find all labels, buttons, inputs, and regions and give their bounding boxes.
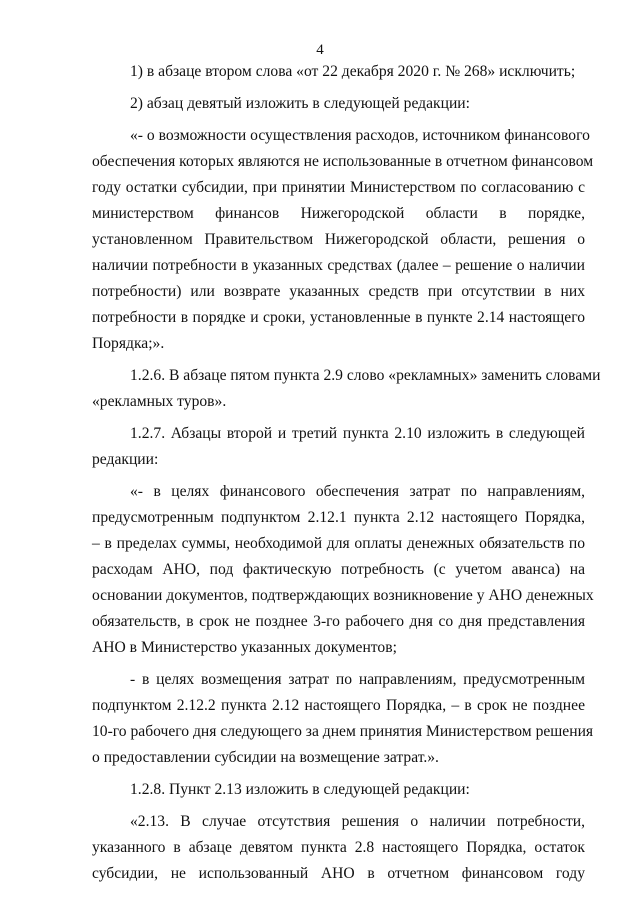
paragraph [92, 777, 585, 803]
text-line: расходам АНО, под фактическую потребность (с учетом аванса) на [92, 561, 585, 578]
text-line: 1.2.8. Пункт 2.13 изложить в следующей редакции: [130, 781, 470, 798]
text-line: установленном Правительством Нижегородской области, решения о [92, 231, 585, 248]
document-body [92, 59, 601, 887]
text-line: АНО в Министерство указанных документов; [92, 639, 397, 656]
paragraph [92, 809, 585, 887]
text-line: предусмотренным подпунктом 2.12.1 пункта 2.12 настоящего Порядка, [92, 509, 585, 526]
text-line: - в целях возмещения затрат по направлениям, предусмотренным [130, 671, 585, 688]
text-line: о предоставлении субсидии на возмещение затрат.». [92, 749, 439, 766]
text-line: основании документов, подтверждающих возникновение у АНО денежных [92, 587, 594, 604]
text-line: обязательств, в срок не позднее 3-го рабочего дня со дня представления [92, 613, 585, 630]
paragraph [92, 667, 594, 771]
text-line: – в пределах суммы, необходимой для оплаты денежных обязательств по [92, 535, 585, 552]
text-line: «рекламных туров». [92, 393, 227, 410]
paragraph [92, 479, 594, 661]
text-line: наличии потребности в указанных средствах (далее – решение о наличии [92, 257, 585, 274]
paragraph [92, 363, 601, 415]
paragraph [92, 123, 594, 357]
text-line: 1.2.6. В абзаце пятом пункта 2.9 слово «рекламных» заменить словами [130, 367, 601, 384]
text-line: 1.2.7. Абзацы второй и третий пункта 2.10 изложить в следующей [130, 425, 585, 442]
page-number: 4 [316, 42, 324, 58]
text-line: обеспечения которых являются не использованные в отчетном финансовом [92, 153, 594, 170]
text-line: «- в целях финансового обеспечения затрат по направлениям, [130, 483, 585, 500]
text-line: 2) абзац девятый изложить в следующей редакции: [130, 95, 470, 112]
text-line: «2.13. В случае отсутствия решения о наличии потребности, [130, 813, 585, 830]
paragraph [92, 91, 585, 117]
text-line: потребности) или возврате указанных средств при отсутствии в них [92, 283, 585, 300]
text-line: «- о возможности осуществления расходов, источником финансового [130, 127, 590, 144]
text-line: министерством финансов Нижегородской области в порядке, [92, 205, 585, 222]
text-line: 10-го рабочего дня следующего за днем принятия Министерством решения [92, 723, 594, 740]
text-line: Порядка;». [92, 335, 165, 352]
paragraph [92, 59, 585, 85]
text-line: потребности в порядке и сроки, установленные в пункте 2.14 настоящего [92, 309, 585, 326]
text-line: редакции: [92, 451, 159, 468]
text-line: указанного в абзаце девятом пункта 2.8 настоящего Порядка, остаток [92, 839, 585, 856]
text-line: субсидии, не использованный АНО в отчетном финансовом году [92, 865, 585, 882]
text-line: 1) в абзаце втором слова «от 22 декабря 2020 г. № 268» исключить; [130, 63, 576, 80]
paragraph [92, 421, 585, 473]
text-line: году остатки субсидии, при принятии Министерством по согласованию с [92, 179, 585, 196]
text-line: подпунктом 2.12.2 пункта 2.12 настоящего Порядка, – в срок не позднее [92, 697, 585, 714]
